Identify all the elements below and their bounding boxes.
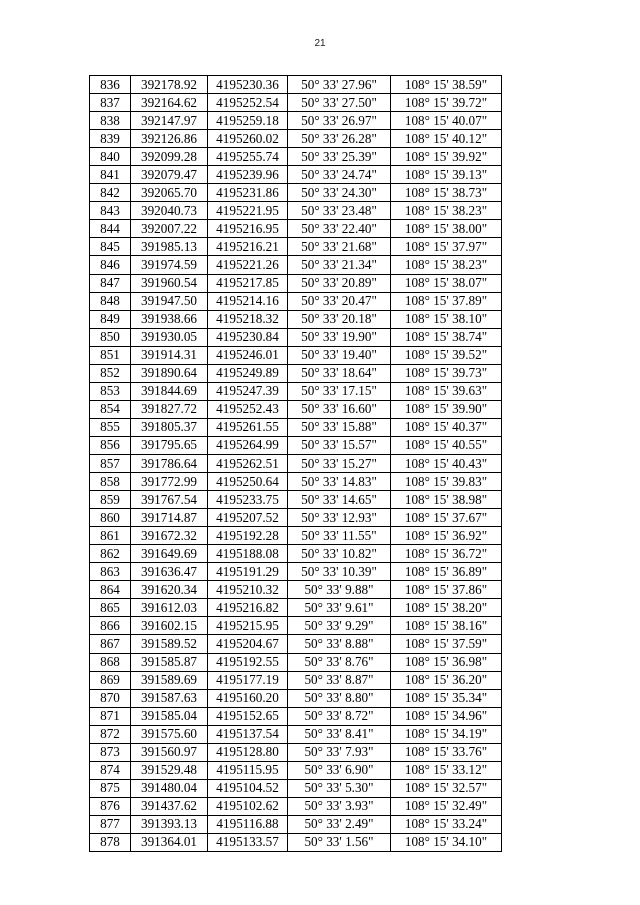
latitude-cell: 50° 33' 14.83" — [288, 473, 391, 491]
point-number-cell: 871 — [90, 707, 131, 725]
x-coordinate-cell: 391930.05 — [131, 328, 208, 346]
table-row — [90, 202, 502, 220]
latitude-cell: 50° 33' 20.89" — [288, 274, 391, 292]
page-number: 21 — [314, 38, 326, 49]
latitude-cell: 50° 33' 10.39" — [288, 563, 391, 581]
x-coordinate-cell: 391786.64 — [131, 454, 208, 472]
y-coordinate-cell: 4195177.19 — [208, 671, 288, 689]
table-row — [90, 310, 502, 328]
point-number-cell: 861 — [90, 527, 131, 545]
table-row — [90, 473, 502, 491]
longitude-cell: 108° 15' 40.07" — [391, 112, 502, 130]
longitude-cell: 108° 15' 32.57" — [391, 779, 502, 797]
latitude-cell: 50° 33' 26.28" — [288, 130, 391, 148]
table-row — [90, 599, 502, 617]
latitude-cell: 50° 33' 19.90" — [288, 328, 391, 346]
x-coordinate-cell: 391772.99 — [131, 473, 208, 491]
point-number-cell: 860 — [90, 509, 131, 527]
latitude-cell: 50° 33' 3.93" — [288, 797, 391, 815]
table-row — [90, 256, 502, 274]
x-coordinate-cell: 391985.13 — [131, 238, 208, 256]
latitude-cell: 50° 33' 15.27" — [288, 454, 391, 472]
point-number-cell: 843 — [90, 202, 131, 220]
y-coordinate-cell: 4195252.54 — [208, 94, 288, 112]
point-number-cell: 878 — [90, 833, 131, 851]
longitude-cell: 108° 15' 38.98" — [391, 491, 502, 509]
latitude-cell: 50° 33' 8.72" — [288, 707, 391, 725]
longitude-cell: 108° 15' 36.98" — [391, 653, 502, 671]
point-number-cell: 869 — [90, 671, 131, 689]
x-coordinate-cell: 391890.64 — [131, 364, 208, 382]
table-row — [90, 815, 502, 833]
latitude-cell: 50° 33' 10.82" — [288, 545, 391, 563]
y-coordinate-cell: 4195204.67 — [208, 635, 288, 653]
point-number-cell: 864 — [90, 581, 131, 599]
latitude-cell: 50° 33' 14.65" — [288, 491, 391, 509]
point-number-cell: 845 — [90, 238, 131, 256]
y-coordinate-cell: 4195261.55 — [208, 418, 288, 436]
coordinates-table-body — [90, 76, 502, 852]
latitude-cell: 50° 33' 9.61" — [288, 599, 391, 617]
x-coordinate-cell: 391974.59 — [131, 256, 208, 274]
x-coordinate-cell: 392126.86 — [131, 130, 208, 148]
x-coordinate-cell: 391620.34 — [131, 581, 208, 599]
x-coordinate-cell: 391649.69 — [131, 545, 208, 563]
table-row — [90, 653, 502, 671]
table-row — [90, 76, 502, 94]
point-number-cell: 872 — [90, 725, 131, 743]
longitude-cell: 108° 15' 38.23" — [391, 256, 502, 274]
latitude-cell: 50° 33' 24.74" — [288, 166, 391, 184]
longitude-cell: 108° 15' 38.73" — [391, 184, 502, 202]
table-row — [90, 238, 502, 256]
longitude-cell: 108° 15' 33.24" — [391, 815, 502, 833]
latitude-cell: 50° 33' 26.97" — [288, 112, 391, 130]
longitude-cell: 108° 15' 38.20" — [391, 599, 502, 617]
point-number-cell: 851 — [90, 346, 131, 364]
y-coordinate-cell: 4195115.95 — [208, 761, 288, 779]
x-coordinate-cell: 392065.70 — [131, 184, 208, 202]
x-coordinate-cell: 391914.31 — [131, 346, 208, 364]
point-number-cell: 839 — [90, 130, 131, 148]
x-coordinate-cell: 391393.13 — [131, 815, 208, 833]
x-coordinate-cell: 391364.01 — [131, 833, 208, 851]
point-number-cell: 867 — [90, 635, 131, 653]
y-coordinate-cell: 4195191.29 — [208, 563, 288, 581]
y-coordinate-cell: 4195133.57 — [208, 833, 288, 851]
latitude-cell: 50° 33' 16.60" — [288, 400, 391, 418]
latitude-cell: 50° 33' 1.56" — [288, 833, 391, 851]
y-coordinate-cell: 4195252.43 — [208, 400, 288, 418]
latitude-cell: 50° 33' 19.40" — [288, 346, 391, 364]
y-coordinate-cell: 4195255.74 — [208, 148, 288, 166]
latitude-cell: 50° 33' 8.80" — [288, 689, 391, 707]
longitude-cell: 108° 15' 36.89" — [391, 563, 502, 581]
table-row — [90, 761, 502, 779]
y-coordinate-cell: 4195214.16 — [208, 292, 288, 310]
point-number-cell: 842 — [90, 184, 131, 202]
latitude-cell: 50° 33' 8.87" — [288, 671, 391, 689]
table-row — [90, 509, 502, 527]
latitude-cell: 50° 33' 23.48" — [288, 202, 391, 220]
latitude-cell: 50° 33' 21.34" — [288, 256, 391, 274]
x-coordinate-cell: 391636.47 — [131, 563, 208, 581]
table-row — [90, 94, 502, 112]
y-coordinate-cell: 4195207.52 — [208, 509, 288, 527]
point-number-cell: 868 — [90, 653, 131, 671]
table-row — [90, 563, 502, 581]
point-number-cell: 862 — [90, 545, 131, 563]
y-coordinate-cell: 4195216.95 — [208, 220, 288, 238]
latitude-cell: 50° 33' 15.88" — [288, 418, 391, 436]
longitude-cell: 108° 15' 36.92" — [391, 527, 502, 545]
longitude-cell: 108° 15' 38.07" — [391, 274, 502, 292]
table-row — [90, 725, 502, 743]
latitude-cell: 50° 33' 8.76" — [288, 653, 391, 671]
x-coordinate-cell: 391844.69 — [131, 382, 208, 400]
x-coordinate-cell: 391805.37 — [131, 418, 208, 436]
table-row — [90, 292, 502, 310]
latitude-cell: 50° 33' 8.88" — [288, 635, 391, 653]
point-number-cell: 848 — [90, 292, 131, 310]
longitude-cell: 108° 15' 40.55" — [391, 436, 502, 454]
table-row — [90, 382, 502, 400]
table-row — [90, 707, 502, 725]
point-number-cell: 840 — [90, 148, 131, 166]
y-coordinate-cell: 4195215.95 — [208, 617, 288, 635]
x-coordinate-cell: 391480.04 — [131, 779, 208, 797]
table-row — [90, 833, 502, 851]
y-coordinate-cell: 4195231.86 — [208, 184, 288, 202]
latitude-cell: 50° 33' 12.93" — [288, 509, 391, 527]
longitude-cell: 108° 15' 39.52" — [391, 346, 502, 364]
latitude-cell: 50° 33' 18.64" — [288, 364, 391, 382]
longitude-cell: 108° 15' 36.20" — [391, 671, 502, 689]
latitude-cell: 50° 33' 21.68" — [288, 238, 391, 256]
point-number-cell: 854 — [90, 400, 131, 418]
point-number-cell: 849 — [90, 310, 131, 328]
table-row — [90, 779, 502, 797]
y-coordinate-cell: 4195210.32 — [208, 581, 288, 599]
x-coordinate-cell: 392178.92 — [131, 76, 208, 94]
table-row — [90, 689, 502, 707]
y-coordinate-cell: 4195218.32 — [208, 310, 288, 328]
longitude-cell: 108° 15' 34.19" — [391, 725, 502, 743]
latitude-cell: 50° 33' 6.90" — [288, 761, 391, 779]
point-number-cell: 859 — [90, 491, 131, 509]
table-row — [90, 743, 502, 761]
x-coordinate-cell: 392007.22 — [131, 220, 208, 238]
x-coordinate-cell: 392079.47 — [131, 166, 208, 184]
y-coordinate-cell: 4195104.52 — [208, 779, 288, 797]
y-coordinate-cell: 4195137.54 — [208, 725, 288, 743]
y-coordinate-cell: 4195192.55 — [208, 653, 288, 671]
longitude-cell: 108° 15' 38.10" — [391, 310, 502, 328]
latitude-cell: 50° 33' 22.40" — [288, 220, 391, 238]
x-coordinate-cell: 391589.69 — [131, 671, 208, 689]
y-coordinate-cell: 4195221.95 — [208, 202, 288, 220]
longitude-cell: 108° 15' 39.72" — [391, 94, 502, 112]
longitude-cell: 108° 15' 37.86" — [391, 581, 502, 599]
point-number-cell: 877 — [90, 815, 131, 833]
longitude-cell: 108° 15' 40.37" — [391, 418, 502, 436]
latitude-cell: 50° 33' 8.41" — [288, 725, 391, 743]
table-row — [90, 545, 502, 563]
longitude-cell: 108° 15' 32.49" — [391, 797, 502, 815]
y-coordinate-cell: 4195188.08 — [208, 545, 288, 563]
point-number-cell: 876 — [90, 797, 131, 815]
y-coordinate-cell: 4195102.62 — [208, 797, 288, 815]
longitude-cell: 108° 15' 40.12" — [391, 130, 502, 148]
longitude-cell: 108° 15' 34.10" — [391, 833, 502, 851]
y-coordinate-cell: 4195230.36 — [208, 76, 288, 94]
point-number-cell: 846 — [90, 256, 131, 274]
point-number-cell: 838 — [90, 112, 131, 130]
table-row — [90, 220, 502, 238]
table-row — [90, 346, 502, 364]
longitude-cell: 108° 15' 37.59" — [391, 635, 502, 653]
longitude-cell: 108° 15' 40.43" — [391, 454, 502, 472]
latitude-cell: 50° 33' 20.18" — [288, 310, 391, 328]
longitude-cell: 108° 15' 39.83" — [391, 473, 502, 491]
x-coordinate-cell: 392147.97 — [131, 112, 208, 130]
y-coordinate-cell: 4195233.75 — [208, 491, 288, 509]
table-row — [90, 527, 502, 545]
point-number-cell: 844 — [90, 220, 131, 238]
x-coordinate-cell: 391529.48 — [131, 761, 208, 779]
point-number-cell: 852 — [90, 364, 131, 382]
longitude-cell: 108° 15' 39.63" — [391, 382, 502, 400]
y-coordinate-cell: 4195116.88 — [208, 815, 288, 833]
x-coordinate-cell: 391437.62 — [131, 797, 208, 815]
y-coordinate-cell: 4195249.89 — [208, 364, 288, 382]
latitude-cell: 50° 33' 9.29" — [288, 617, 391, 635]
latitude-cell: 50° 33' 15.57" — [288, 436, 391, 454]
x-coordinate-cell: 391947.50 — [131, 292, 208, 310]
y-coordinate-cell: 4195264.99 — [208, 436, 288, 454]
point-number-cell: 841 — [90, 166, 131, 184]
latitude-cell: 50° 33' 9.88" — [288, 581, 391, 599]
y-coordinate-cell: 4195128.80 — [208, 743, 288, 761]
y-coordinate-cell: 4195221.26 — [208, 256, 288, 274]
longitude-cell: 108° 15' 38.23" — [391, 202, 502, 220]
point-number-cell: 856 — [90, 436, 131, 454]
x-coordinate-cell: 392099.28 — [131, 148, 208, 166]
x-coordinate-cell: 391767.54 — [131, 491, 208, 509]
longitude-cell: 108° 15' 38.59" — [391, 76, 502, 94]
latitude-cell: 50° 33' 20.47" — [288, 292, 391, 310]
latitude-cell: 50° 33' 7.93" — [288, 743, 391, 761]
longitude-cell: 108° 15' 38.74" — [391, 328, 502, 346]
x-coordinate-cell: 391612.03 — [131, 599, 208, 617]
y-coordinate-cell: 4195152.65 — [208, 707, 288, 725]
latitude-cell: 50° 33' 17.15" — [288, 382, 391, 400]
point-number-cell: 857 — [90, 454, 131, 472]
longitude-cell: 108° 15' 37.89" — [391, 292, 502, 310]
latitude-cell: 50° 33' 2.49" — [288, 815, 391, 833]
x-coordinate-cell: 391587.63 — [131, 689, 208, 707]
table-row — [90, 130, 502, 148]
y-coordinate-cell: 4195192.28 — [208, 527, 288, 545]
y-coordinate-cell: 4195262.51 — [208, 454, 288, 472]
longitude-cell: 108° 15' 38.16" — [391, 617, 502, 635]
longitude-cell: 108° 15' 39.73" — [391, 364, 502, 382]
table-row — [90, 166, 502, 184]
longitude-cell: 108° 15' 33.76" — [391, 743, 502, 761]
longitude-cell: 108° 15' 39.92" — [391, 148, 502, 166]
y-coordinate-cell: 4195246.01 — [208, 346, 288, 364]
x-coordinate-cell: 391827.72 — [131, 400, 208, 418]
latitude-cell: 50° 33' 27.96" — [288, 76, 391, 94]
table-row — [90, 364, 502, 382]
x-coordinate-cell: 391795.65 — [131, 436, 208, 454]
table-row — [90, 148, 502, 166]
table-row — [90, 400, 502, 418]
table-row — [90, 184, 502, 202]
point-number-cell: 853 — [90, 382, 131, 400]
x-coordinate-cell: 391585.04 — [131, 707, 208, 725]
point-number-cell: 863 — [90, 563, 131, 581]
longitude-cell: 108° 15' 38.00" — [391, 220, 502, 238]
longitude-cell: 108° 15' 37.67" — [391, 509, 502, 527]
latitude-cell: 50° 33' 5.30" — [288, 779, 391, 797]
y-coordinate-cell: 4195216.82 — [208, 599, 288, 617]
x-coordinate-cell: 391575.60 — [131, 725, 208, 743]
y-coordinate-cell: 4195217.85 — [208, 274, 288, 292]
point-number-cell: 847 — [90, 274, 131, 292]
table-row — [90, 635, 502, 653]
y-coordinate-cell: 4195239.96 — [208, 166, 288, 184]
point-number-cell: 875 — [90, 779, 131, 797]
table-row — [90, 274, 502, 292]
point-number-cell: 837 — [90, 94, 131, 112]
x-coordinate-cell: 391960.54 — [131, 274, 208, 292]
longitude-cell: 108° 15' 36.72" — [391, 545, 502, 563]
table-row — [90, 671, 502, 689]
y-coordinate-cell: 4195247.39 — [208, 382, 288, 400]
latitude-cell: 50° 33' 27.50" — [288, 94, 391, 112]
x-coordinate-cell: 391672.32 — [131, 527, 208, 545]
point-number-cell: 873 — [90, 743, 131, 761]
table-row — [90, 581, 502, 599]
longitude-cell: 108° 15' 39.90" — [391, 400, 502, 418]
point-number-cell: 850 — [90, 328, 131, 346]
table-row — [90, 436, 502, 454]
y-coordinate-cell: 4195250.64 — [208, 473, 288, 491]
longitude-cell: 108° 15' 37.97" — [391, 238, 502, 256]
table-row — [90, 797, 502, 815]
point-number-cell: 866 — [90, 617, 131, 635]
point-number-cell: 870 — [90, 689, 131, 707]
longitude-cell: 108° 15' 35.34" — [391, 689, 502, 707]
y-coordinate-cell: 4195259.18 — [208, 112, 288, 130]
latitude-cell: 50° 33' 24.30" — [288, 184, 391, 202]
table-row — [90, 454, 502, 472]
x-coordinate-cell: 391560.97 — [131, 743, 208, 761]
point-number-cell: 865 — [90, 599, 131, 617]
y-coordinate-cell: 4195160.20 — [208, 689, 288, 707]
longitude-cell: 108° 15' 33.12" — [391, 761, 502, 779]
point-number-cell: 858 — [90, 473, 131, 491]
table-row — [90, 491, 502, 509]
x-coordinate-cell: 391585.87 — [131, 653, 208, 671]
x-coordinate-cell: 391714.87 — [131, 509, 208, 527]
table-row — [90, 328, 502, 346]
x-coordinate-cell: 392164.62 — [131, 94, 208, 112]
table-row — [90, 617, 502, 635]
point-number-cell: 855 — [90, 418, 131, 436]
x-coordinate-cell: 392040.73 — [131, 202, 208, 220]
latitude-cell: 50° 33' 11.55" — [288, 527, 391, 545]
y-coordinate-cell: 4195216.21 — [208, 238, 288, 256]
table-row — [90, 112, 502, 130]
table-row — [90, 418, 502, 436]
longitude-cell: 108° 15' 39.13" — [391, 166, 502, 184]
x-coordinate-cell: 391589.52 — [131, 635, 208, 653]
point-number-cell: 836 — [90, 76, 131, 94]
latitude-cell: 50° 33' 25.39" — [288, 148, 391, 166]
y-coordinate-cell: 4195260.02 — [208, 130, 288, 148]
y-coordinate-cell: 4195230.84 — [208, 328, 288, 346]
x-coordinate-cell: 391602.15 — [131, 617, 208, 635]
point-number-cell: 874 — [90, 761, 131, 779]
x-coordinate-cell: 391938.66 — [131, 310, 208, 328]
coordinates-table — [89, 75, 502, 852]
longitude-cell: 108° 15' 34.96" — [391, 707, 502, 725]
